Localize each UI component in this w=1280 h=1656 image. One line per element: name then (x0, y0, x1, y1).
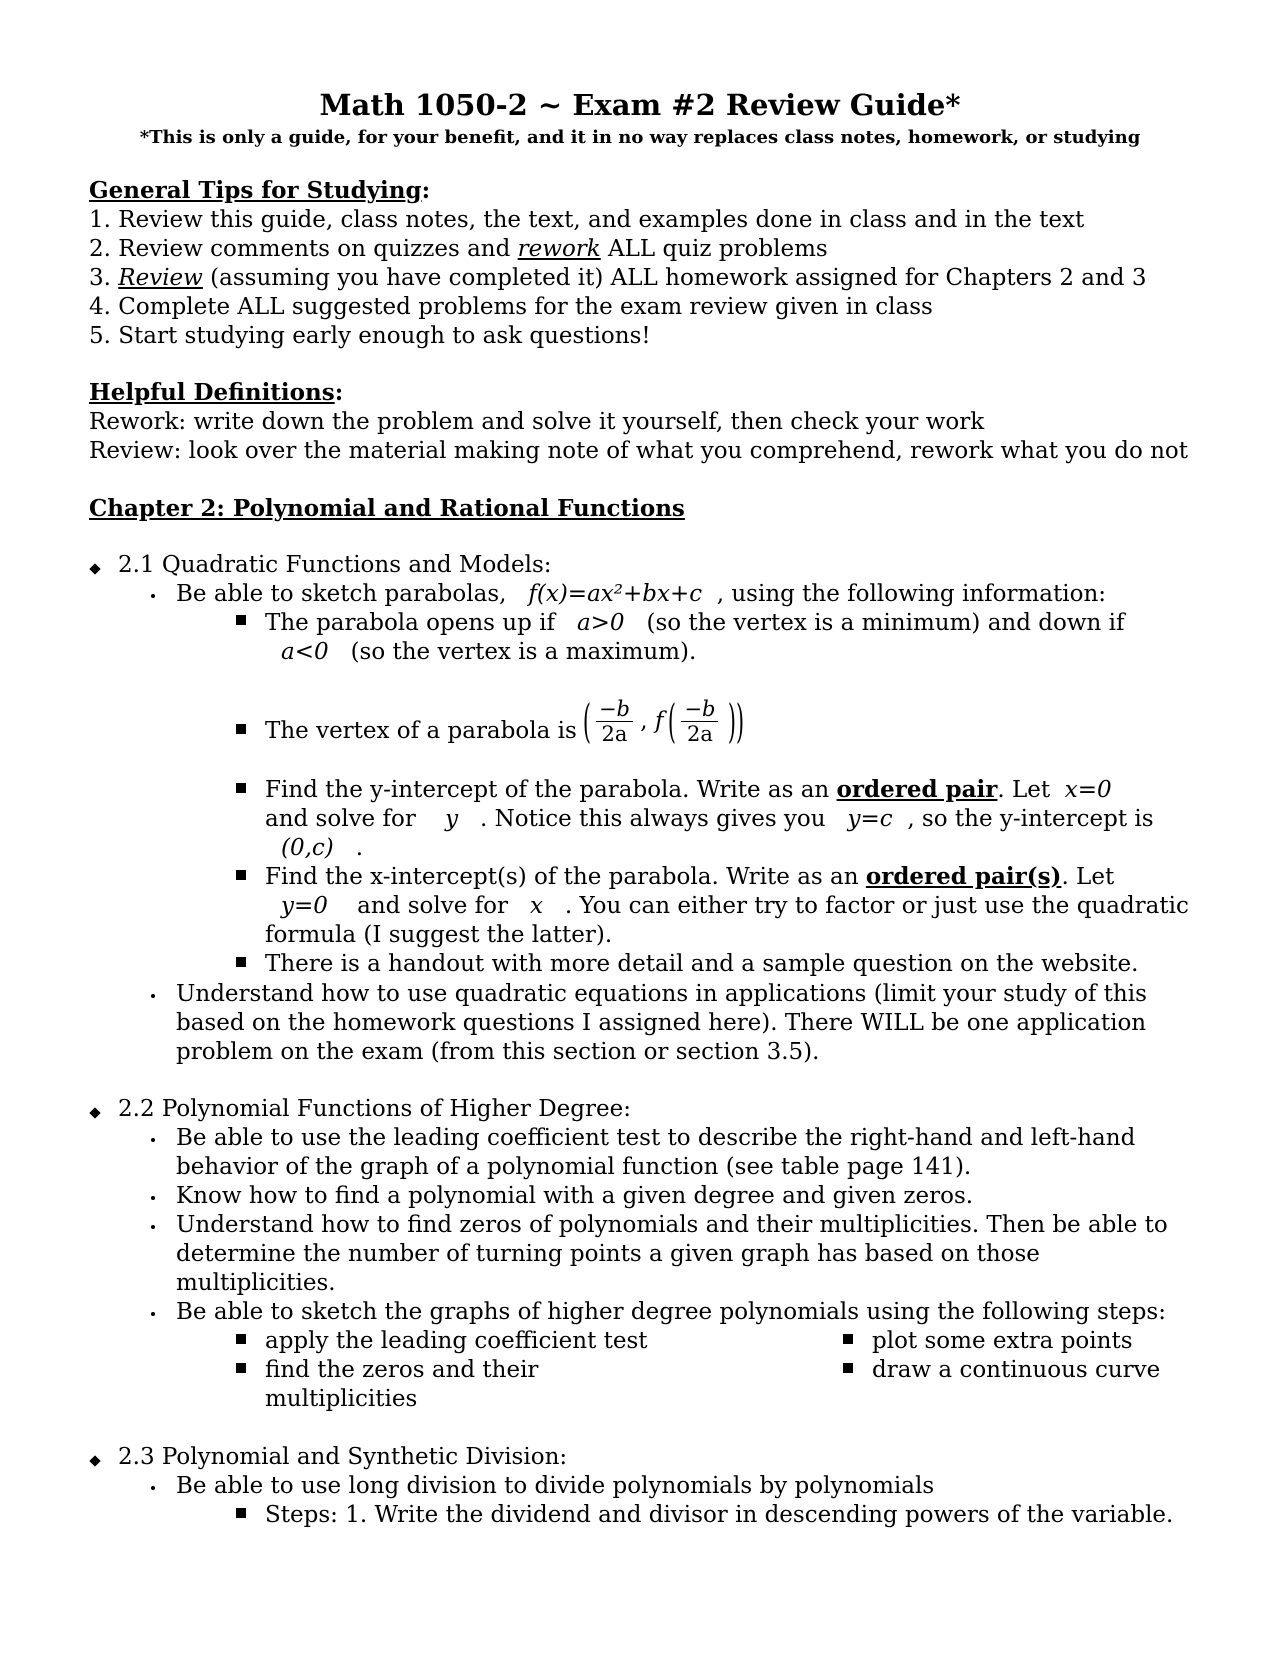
square-bullet-icon (236, 783, 246, 793)
bullet-sketch-parabolas: Be able to sketch parabolas, f(x)=ax²+bx+c , using the following information: (176, 581, 1107, 607)
division-steps: Steps: 1. Write the dividend and divisor in descending powers of the variable. (265, 1502, 1174, 1528)
dot-bullet-icon (151, 994, 155, 998)
dot-bullet-icon (151, 1312, 155, 1316)
zeros-line3: multiplicities. (176, 1270, 336, 1296)
step-leading-coefficient: apply the leading coefficient test (265, 1328, 648, 1354)
long-division: Be able to use long division to divide polynomials by polynomials (176, 1473, 935, 1499)
handout-note: There is a handout with more detail and a sample question on the website. (265, 951, 1139, 977)
square-bullet-icon (236, 1508, 246, 1518)
section-2-3-title: 2.3 Polynomial and Synthetic Division: (118, 1444, 568, 1470)
section-2-2-title: 2.2 Polynomial Functions of Higher Degree: (118, 1096, 631, 1122)
applications-line3: problem on the exam (from this section or section 3.5). (176, 1039, 820, 1065)
y-intercept-line2: and solve for y . Notice this always gives you y=c , so the y-intercept is (265, 806, 1154, 832)
tips-heading: General Tips for Studying (89, 177, 422, 204)
step-zeros-line1: find the zeros and their (265, 1357, 539, 1383)
y-intercept-line3: (0,c) . (281, 835, 364, 861)
tip-item-4: 4. Complete ALL suggested problems for the exam review given in class (89, 294, 933, 320)
y-intercept-line1: Find the y-intercept of the parabola. Write as an ordered pair. Let x=0 (265, 776, 1112, 803)
square-bullet-icon (236, 615, 246, 625)
page-title: Math 1050-2 ~ Exam #2 Review Guide* (319, 88, 961, 122)
leading-coefficient-line1: Be able to use the leading coefficient test to describe the right-hand and left-hand (176, 1125, 1136, 1151)
section-2-1-title: 2.1 Quadratic Functions and Models: (118, 552, 552, 578)
step-zeros-line2: multiplicities (265, 1386, 418, 1412)
square-bullet-icon (236, 1334, 246, 1344)
x-intercept-line2: y=0 and solve for x . You can either try to factor or just use the quadratic (281, 893, 1189, 919)
x-intercept-line3: formula (I suggest the latter). (265, 922, 613, 948)
dot-bullet-icon (151, 1486, 155, 1490)
sketch-higher-degree: Be able to sketch the graphs of higher degree polynomials using the following steps: (176, 1299, 1166, 1325)
tip-item-3: 3. Review (assuming you have completed it) ALL homework assigned for Chapters 2 and 3 (89, 265, 1147, 291)
dot-bullet-icon (151, 1196, 155, 1200)
find-polynomial: Know how to find a polynomial with a given degree and given zeros. (176, 1183, 974, 1209)
leading-coefficient-line2: behavior of the graph of a polynomial function (see table page 141). (176, 1154, 972, 1180)
tip-item-2: 2. Review comments on quizzes and rework ALL quiz problems (89, 236, 828, 262)
definition-rework: Rework: write down the problem and solve it yourself, then check your work (89, 409, 985, 435)
definitions-heading: Helpful Definitions (89, 379, 335, 406)
square-bullet-icon (236, 1363, 246, 1373)
diamond-bullet-icon (89, 1455, 100, 1466)
chapter-heading: Chapter 2: Polynomial and Rational Functions (89, 495, 685, 522)
applications-line2: based on the homework questions I assigned here). There WILL be one application (176, 1010, 1147, 1036)
square-bullet-icon (843, 1363, 853, 1373)
applications-line1: Understand how to use quadratic equations in applications (limit your study of this (176, 981, 1147, 1007)
page-subtitle: *This is only a guide, for your benefit, and it in no way replaces class notes, homework, or studying (139, 127, 1141, 148)
diamond-bullet-icon (89, 1107, 100, 1118)
tip-item-1: 1. Review this guide, class notes, the text, and examples done in class and in the text (89, 207, 1085, 233)
zeros-line2: determine the number of turning points a given graph has based on those (176, 1241, 1040, 1267)
step-extra-points: plot some extra points (872, 1328, 1133, 1354)
definitions-heading-line: Helpful Definitions: (89, 379, 344, 406)
definition-review: Review: look over the material making note of what you comprehend, rework what you do not (89, 438, 1189, 464)
vertex-formula: ( $\frac{-b}{2a}$ , f ( $\frac{-b}{2a}$ )) (582, 694, 745, 748)
step-continuous-curve: draw a continuous curve (872, 1357, 1161, 1383)
square-bullet-icon (843, 1334, 853, 1344)
diamond-bullet-icon (89, 563, 100, 574)
x-intercept-line1: Find the x-intercept(s) of the parabola. Write as an ordered pair(s). Let (265, 863, 1115, 890)
dot-bullet-icon (151, 1138, 155, 1142)
tips-heading-line: General Tips for Studying: (89, 177, 431, 204)
dot-bullet-icon (151, 1225, 155, 1229)
zeros-line1: Understand how to find zeros of polynomials and their multiplicities. Then be able to (176, 1212, 1168, 1238)
tip-item-5: 5. Start studying early enough to ask questions! (89, 323, 651, 349)
square-bullet-icon (236, 724, 246, 734)
square-bullet-icon (236, 957, 246, 967)
square-bullet-icon (236, 870, 246, 880)
vertex-text: The vertex of a parabola is (265, 718, 577, 744)
parabola-opens-line2: a<0 (so the vertex is a maximum). (281, 639, 697, 665)
parabola-opens-line1: The parabola opens up if a>0 (so the vertex is a minimum) and down if (265, 610, 1125, 636)
dot-bullet-icon (151, 594, 155, 598)
